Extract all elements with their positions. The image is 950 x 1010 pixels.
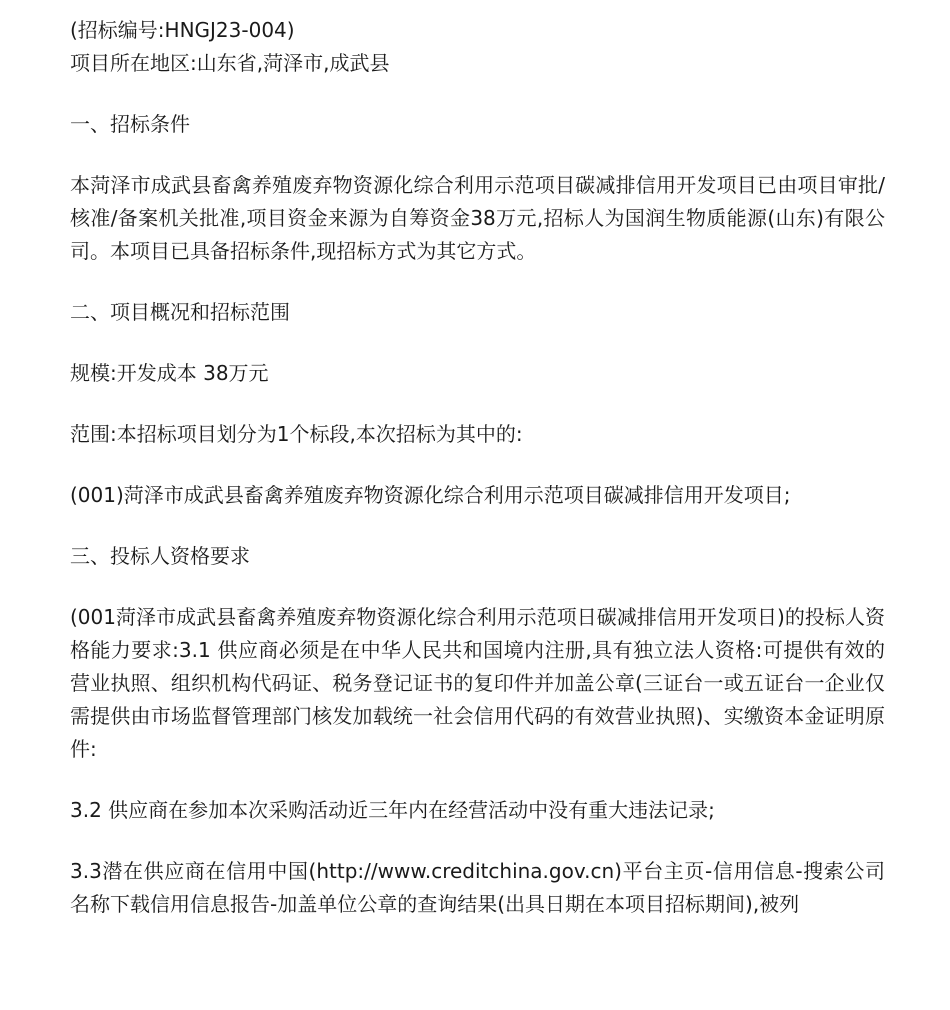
document-body: [70, 14, 885, 921]
section-heading-tender-conditions: 一、招标条件: [70, 112, 190, 136]
paragraph-scope: 范围:本招标项目划分为1个标段,本次招标为其中的:: [70, 422, 523, 446]
paragraph-scale: 规模:开发成本 38万元: [70, 361, 269, 385]
paragraph-tender-conditions: 本菏泽市成武县畜禽养殖废弃物资源化综合利用示范项目碳减排信用开发项目已由项目审批/核准/备案机关批准,项目资金来源为自筹资金38万元,招标人为国润生物质能源(山东)有限公司。本项目已具备招标条件,现招标方式为其它方式。: [70, 173, 885, 263]
section-heading-project-overview: 二、项目概况和招标范围: [70, 300, 290, 324]
paragraph-qualification-3-3: 3.3潜在供应商在信用中国(http://www.creditchina.gov.cn)平台主页-信用信息-搜索公司名称下载信用信息报告-加盖单位公章的查询结果(出具日期在本项目招标期间),被列: [70, 859, 885, 916]
tender-number: (招标编号:HNGJ23-004): [70, 18, 295, 42]
section-heading-bidder-qualifications: 三、投标人资格要求: [70, 544, 250, 568]
paragraph-lot-001: (001)菏泽市成武县畜禽养殖废弃物资源化综合利用示范项目碳减排信用开发项目;: [70, 483, 791, 507]
paragraph-qualification-3-2: 3.2 供应商在参加本次采购活动近三年内在经营活动中没有重大违法记录;: [70, 798, 715, 822]
project-region: 项目所在地区:山东省,菏泽市,成武县: [70, 51, 390, 75]
paragraph-qualification-3-1: (001菏泽市成武县畜禽养殖废弃物资源化综合利用示范项日碳减排信用开发项日)的投标人资格能力要求:3.1 供应商必须是在中华人民共和国境内注册,具有独立法人资格:可提供有效的营业执照、组织机构代码证、税务登记证书的复印件并加盖公章(三证台一或五证台一企业仅需提供由市场监督管理部门核发加载统一社会信用代码的有效营业执照)、实缴资本金证明原件:: [70, 605, 885, 761]
